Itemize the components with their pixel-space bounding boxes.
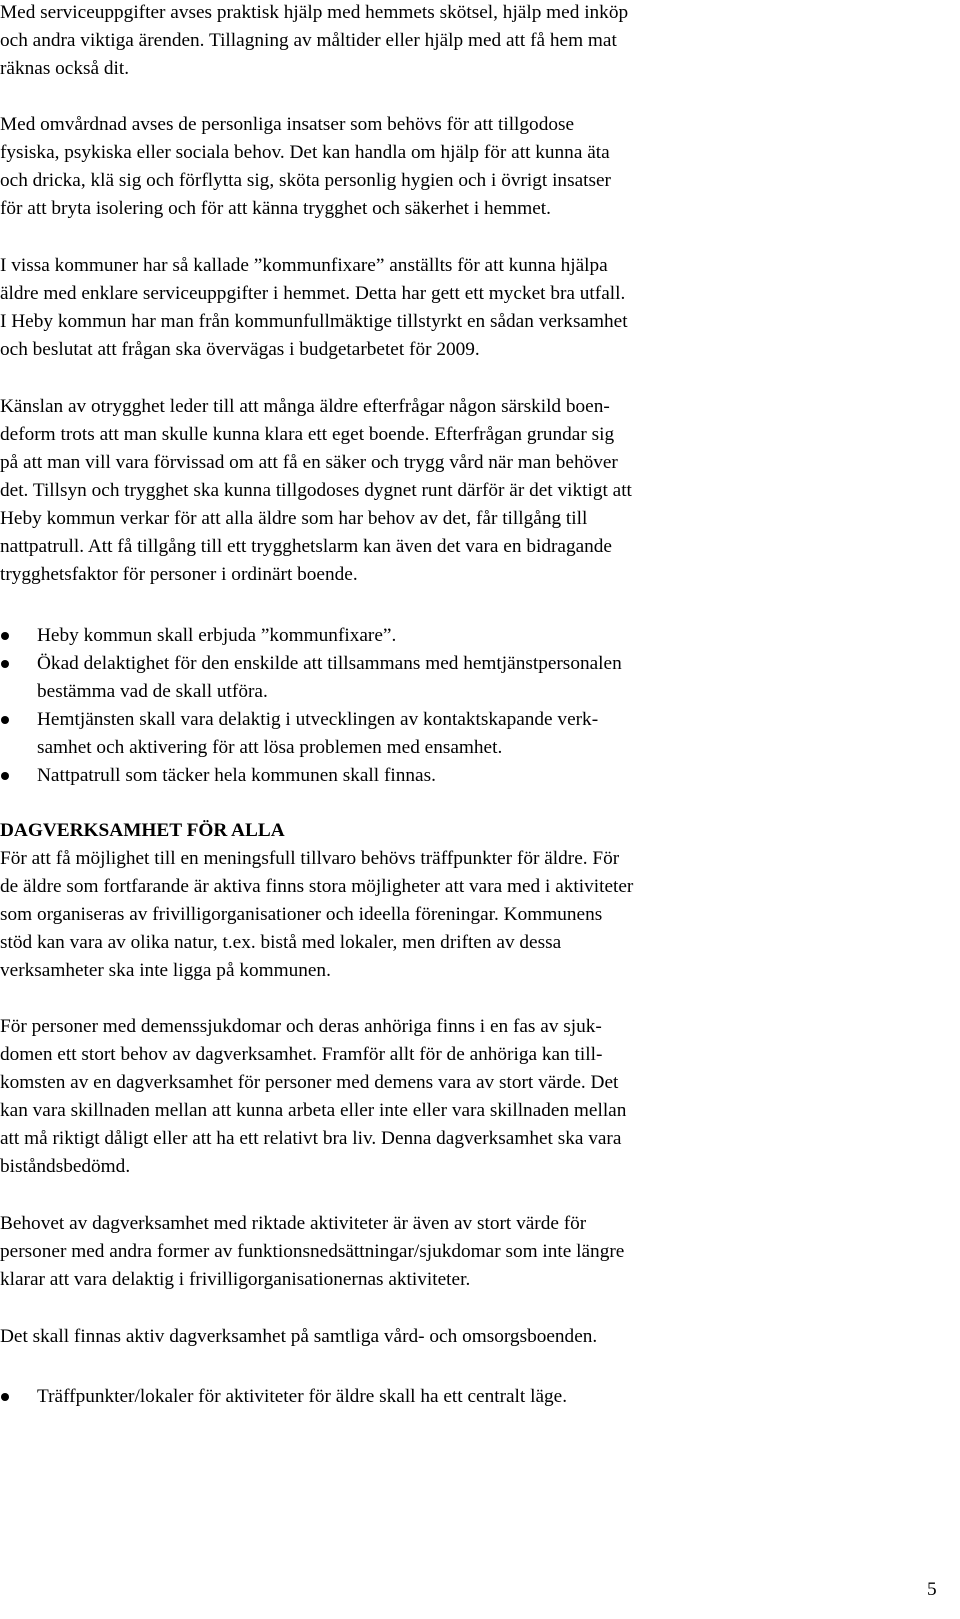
list-item-text: Heby kommun skall erbjuda ”kommunfixare”. xyxy=(37,625,397,646)
text-line: stöd kan vara av olika natur, t.ex. bistå med lokaler, men driften av dessa xyxy=(0,932,562,953)
text-line: för att bryta isolering och för att känna trygghet och säkerhet i hemmet. xyxy=(0,198,551,219)
text-line: deform trots att man skulle kunna klara ett eget boende. Efterfrågan grundar sig xyxy=(0,424,615,445)
text-line: verksamheter ska inte ligga på kommunen. xyxy=(0,960,331,981)
bullet-icon xyxy=(1,716,9,724)
bullet-icon xyxy=(1,1393,9,1401)
list-item-text: Ökad delaktighet för den enskilde att tillsammans med hemtjänstpersonalen xyxy=(37,653,622,674)
list-item-text: Hemtjänsten skall vara delaktig i utvecklingen av kontaktskapande verk- xyxy=(37,709,599,730)
text-line: kan vara skillnaden mellan att kunna arbeta eller inte eller vara skillnaden mellan xyxy=(0,1100,627,1121)
list-item-text: Träffpunkter/lokaler för aktiviteter för äldre skall ha ett centralt läge. xyxy=(37,1386,568,1407)
text-line: och beslutat att frågan ska övervägas i budgetarbetet för 2009. xyxy=(0,339,480,360)
text-line: det. Tillsyn och trygghet ska kunna tillgodoses dygnet runt därför är det viktigt att xyxy=(0,480,632,501)
section-heading: DAGVERKSAMHET FÖR ALLA xyxy=(0,820,285,841)
page-number: 5 xyxy=(927,1579,937,1600)
text-line: räknas också dit. xyxy=(0,58,130,79)
text-line: nattpatrull. Att få tillgång till ett trygghetslarm kan även det vara en bidragande xyxy=(0,536,612,557)
text-line: som organiseras av frivilligorganisationer och ideella föreningar. Kommunens xyxy=(0,904,603,925)
text-line: trygghetsfaktor för personer i ordinärt boende. xyxy=(0,564,358,585)
text-line: För att få möjlighet till en meningsfull tillvaro behövs träffpunkter för äldre. För xyxy=(0,848,620,869)
text-line: och andra viktiga ärenden. Tillagning av måltider eller hjälp med att få hem mat xyxy=(0,30,617,51)
text-line: fysiska, psykiska eller sociala behov. Det kan handla om hjälp för att kunna äta xyxy=(0,142,610,163)
bullet-icon xyxy=(1,772,9,780)
bullet-icon xyxy=(1,632,9,640)
text-line: komsten av en dagverksamhet för personer med demens vara av stort värde. Det xyxy=(0,1072,619,1093)
list-item-text: bestämma vad de skall utföra. xyxy=(37,681,268,702)
text-line: Behovet av dagverksamhet med riktade aktiviteter är även av stort värde för xyxy=(0,1213,587,1234)
text-line: klarar att vara delaktig i frivilligorganisationernas aktiviteter. xyxy=(0,1269,471,1290)
text-line: Det skall finnas aktiv dagverksamhet på samtliga vård- och omsorgsboenden. xyxy=(0,1326,598,1347)
text-line: Heby kommun verkar för att alla äldre som har behov av det, får tillgång till xyxy=(0,508,588,529)
text-line: För personer med demenssjukdomar och deras anhöriga finns i en fas av sjuk- xyxy=(0,1016,602,1037)
text-line: på att man vill vara förvissad om att få en säker och trygg vård när man behöver xyxy=(0,452,618,473)
text-line: I Heby kommun har man från kommunfullmäktige tillstyrkt en sådan verksamhet xyxy=(0,311,628,332)
text-line: de äldre som fortfarande är aktiva finns stora möjligheter att vara med i aktiviteter xyxy=(0,876,634,897)
text-line: Känslan av otrygghet leder till att många äldre efterfrågar någon särskild boen- xyxy=(0,396,610,417)
text-line: I vissa kommuner har så kallade ”kommunfixare” anställts för att kunna hjälpa xyxy=(0,255,608,276)
text-line: äldre med enklare serviceuppgifter i hemmet. Detta har gett ett mycket bra utfall. xyxy=(0,283,626,304)
text-line: personer med andra former av funktionsnedsättningar/sjukdomar som inte längre xyxy=(0,1241,625,1262)
text-line: biståndsbedömd. xyxy=(0,1156,131,1177)
text-line: domen ett stort behov av dagverksamhet. Framför allt för de anhöriga kan till- xyxy=(0,1044,603,1065)
text-line: och dricka, klä sig och förflytta sig, sköta personlig hygien och i övrigt insatser xyxy=(0,170,611,191)
text-line: Med serviceuppgifter avses praktisk hjälp med hemmets skötsel, hjälp med inköp xyxy=(0,2,629,23)
text-line: att må riktigt dåligt eller att ha ett relativt bra liv. Denna dagverksamhet ska vara xyxy=(0,1128,622,1149)
list-item-text: Nattpatrull som täcker hela kommunen skall finnas. xyxy=(37,765,436,786)
list-item-text: samhet och aktivering för att lösa problemen med ensamhet. xyxy=(37,737,503,758)
text-line: Med omvårdnad avses de personliga insatser som behövs för att tillgodose xyxy=(0,114,575,135)
bullet-icon xyxy=(1,660,9,668)
